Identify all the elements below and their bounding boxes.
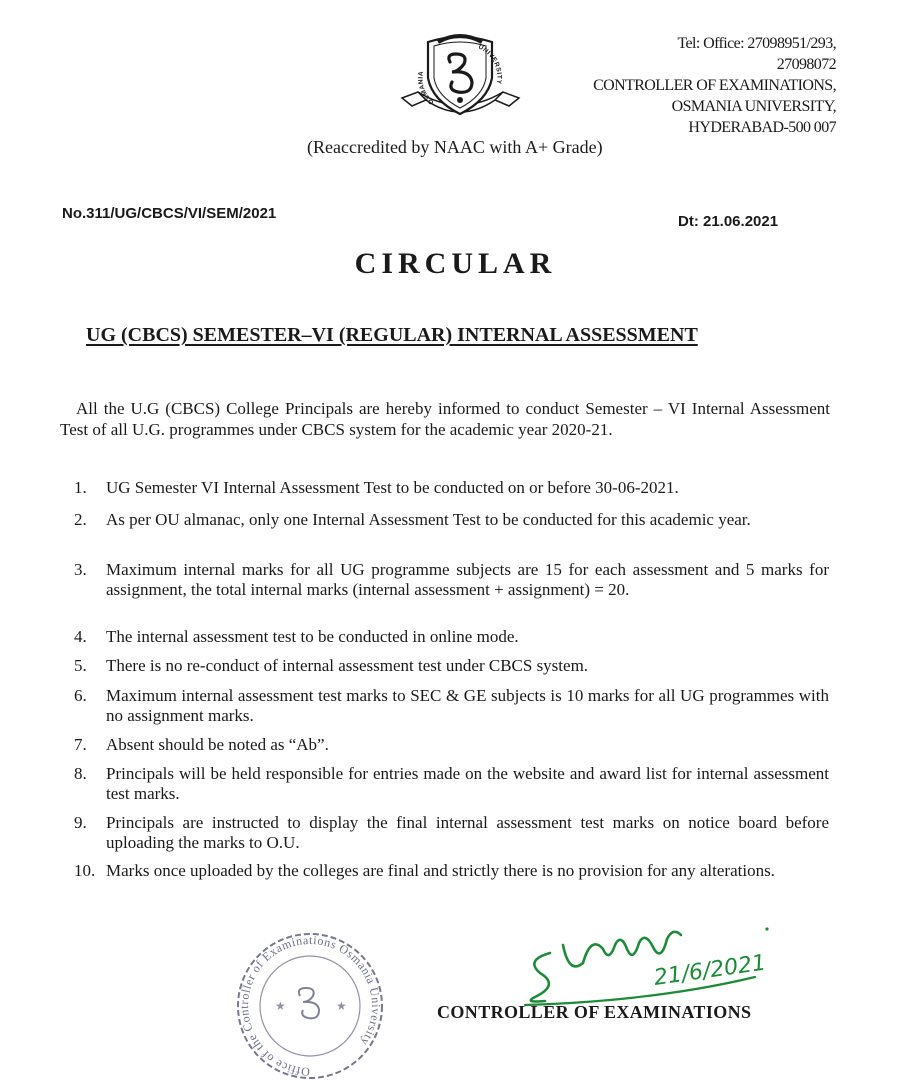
instruction-text: There is no re-conduct of internal assessment test under CBCS system.	[106, 656, 589, 675]
instruction-text: The internal assessment test to be conducted in online mode.	[106, 627, 519, 646]
telephone-line: Tel: Office: 27098951/293,	[677, 35, 836, 52]
instruction-item	[74, 510, 829, 530]
instruction-item	[74, 478, 829, 498]
svg-text:★: ★	[275, 999, 286, 1013]
circular-date: Dt: 21.06.2021	[678, 213, 779, 230]
signature	[505, 905, 805, 1015]
instruction-text: Principals will be held responsible for entries made on the website and award list for internal assessment test marks.	[106, 764, 829, 803]
university-logo	[398, 28, 523, 123]
city-pincode: HYDERABAD-500 007	[688, 119, 836, 136]
instruction-item	[74, 656, 829, 676]
instruction-item	[74, 560, 829, 600]
instruction-item	[74, 764, 829, 804]
reference-number: No.311/UG/CBCS/VI/SEM/2021	[62, 205, 277, 222]
instruction-item	[74, 735, 829, 755]
accreditation-line: (Reaccredited by NAAC with A+ Grade)	[307, 137, 603, 157]
instruction-number: 8.	[74, 764, 87, 783]
instruction-text: Marks once uploaded by the colleges are final and strictly there is no provision for any alterations.	[106, 861, 775, 880]
instruction-text: Maximum internal marks for all UG programme subjects are 15 for each assessment and 5 marks for assignment, the total internal marks (internal assessment + assignment) = 20.	[106, 560, 829, 599]
instruction-item	[74, 861, 829, 881]
instruction-text: Maximum internal assessment test marks to SEC & GE subjects is 10 marks for all UG programmes with no assignment marks.	[106, 686, 829, 725]
instruction-number: 1.	[74, 478, 87, 497]
office-stamp	[230, 930, 390, 1080]
instruction-number: 10.	[74, 861, 96, 880]
signatory-designation: CONTROLLER OF EXAMINATIONS	[437, 1002, 752, 1022]
instruction-number: 9.	[74, 813, 87, 832]
logo-text-right: UNIVERSITY	[477, 43, 503, 85]
stamp-text: Office of the Controller of Examinations Osmania University	[237, 932, 384, 1080]
signature-date: 21/6/2021	[652, 950, 768, 991]
instruction-item	[74, 686, 829, 726]
svg-text:★: ★	[336, 999, 347, 1013]
office-name: CONTROLLER OF EXAMINATIONS,	[593, 77, 836, 94]
telephone-line-2: 27098072	[776, 56, 836, 73]
instruction-item	[74, 627, 829, 647]
circular-subject: UG (CBCS) SEMESTER–VI (REGULAR) INTERNAL ASSESSMENT	[86, 324, 698, 346]
document-title: CIRCULAR	[354, 247, 557, 280]
logo-text-left: OSMANIA	[417, 70, 436, 106]
instruction-number: 4.	[74, 627, 87, 646]
instruction-item	[74, 813, 829, 853]
instruction-number: 7.	[74, 735, 87, 754]
instruction-number: 2.	[74, 510, 87, 529]
instruction-text: Principals are instructed to display the final internal assessment test marks on notice board before uploading the marks to O.U.	[106, 813, 829, 852]
instruction-number: 3.	[74, 560, 87, 579]
university-name: OSMANIA UNIVERSITY,	[671, 98, 836, 115]
instruction-text: Absent should be noted as “Ab”.	[106, 735, 329, 754]
instruction-number: 5.	[74, 656, 87, 675]
instruction-number: 6.	[74, 686, 87, 705]
office-contact-block	[593, 33, 836, 138]
instruction-text: As per OU almanac, only one Internal Assessment Test to be conducted for this academic year.	[106, 510, 751, 529]
intro-paragraph: All the U.G (CBCS) College Principals are hereby informed to conduct Semester – VI Internal Assessment Test of all U.G. programmes under CBCS system for the academic year 2020-21.	[60, 399, 830, 439]
instruction-text: UG Semester VI Internal Assessment Test to be conducted on or before 30-06-2021.	[106, 478, 679, 497]
